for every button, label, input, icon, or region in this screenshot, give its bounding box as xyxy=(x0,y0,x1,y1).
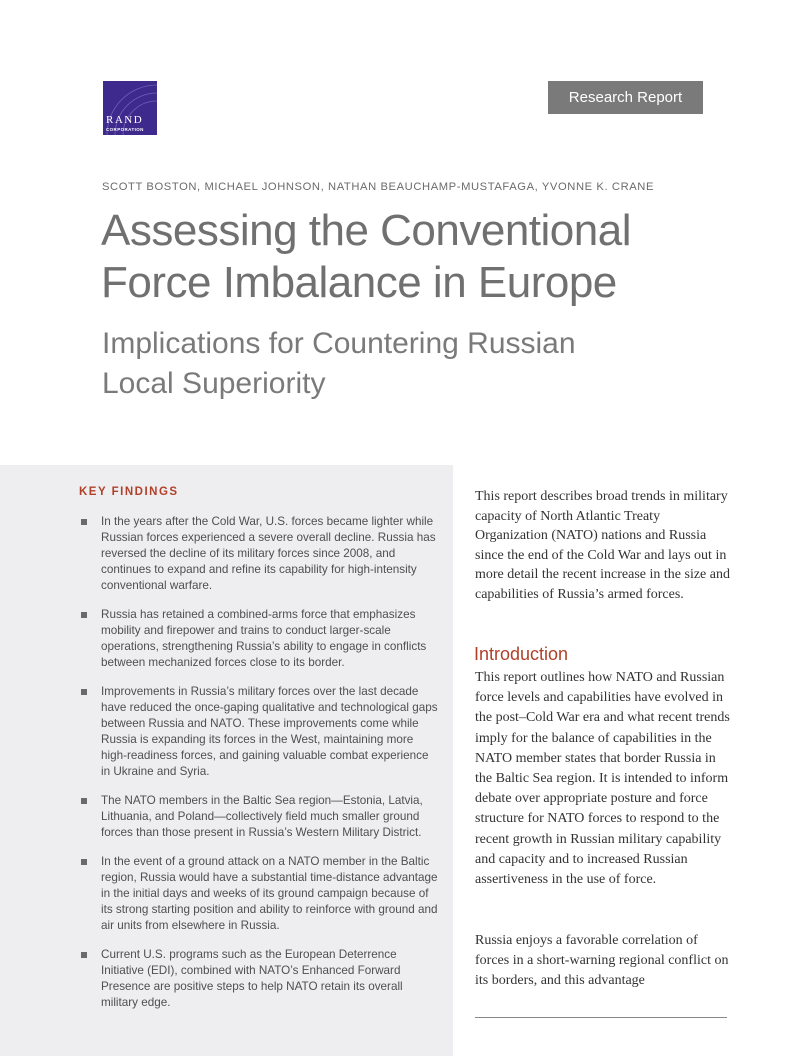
subtitle-line-1: Implications for Countering Russian xyxy=(102,327,576,360)
title-line-2: Force Imbalance in Europe xyxy=(101,258,617,307)
report-subtitle xyxy=(102,324,702,404)
square-bullet-icon xyxy=(81,519,87,525)
logo-subtext: CORPORATION xyxy=(106,127,144,132)
finding-text: Russia has retained a combined-arms force that emphasizes mobility and firepower and trains to conduct larger-scale operations, strengthening Russia’s ability to engage in conflicts between mechanized forces close to its border. xyxy=(101,608,427,669)
finding-item xyxy=(78,684,438,780)
introduction-paragraph: This report outlines how NATO and Russian force levels and capabilities have evolved in the post–Cold War era and what recent trends imply for the balance of capabilities in the NATO member states that border Russia in the Baltic Sea region. It is intended to inform debate over appropriate posture and force structure for NATO forces to respond to the recent growth in Russian military capability and capacity and to increased Russian assertiveness in the use of force. xyxy=(475,670,730,888)
finding-item xyxy=(78,854,438,934)
square-bullet-icon xyxy=(81,952,87,958)
finding-item xyxy=(78,514,438,594)
finding-text: In the event of a ground attack on a NATO member in the Baltic region, Russia would have a substantial time-distance advantage in the initial days and weeks of its ground campaign because of its strong starting position and ability to reinforce with ground and air units from elsewhere in Russia. xyxy=(101,855,438,932)
square-bullet-icon xyxy=(81,689,87,695)
finding-text: In the years after the Cold War, U.S. forces became lighter while Russian forces experienced a severe overall decline. Russia has reversed the decline of its military forces since 2008, and continues to expand and refine its capability for high-intensity conventional warfare. xyxy=(101,515,436,592)
logo-wordmark: RAND xyxy=(106,114,144,126)
footer-divider xyxy=(475,1017,727,1018)
square-bullet-icon xyxy=(81,859,87,865)
rand-logo xyxy=(103,81,157,135)
report-title xyxy=(101,205,741,309)
key-findings-list xyxy=(78,514,438,1024)
title-line-1: Assessing the Conventional xyxy=(101,206,631,255)
finding-text: Improvements in Russia’s military forces over the last decade have reduced the once-gaping qualitative and technological gaps between Russia and NATO. These improvements come while Russia is expanding its forces in the West, maintaining more high-readiness forces, and gaining valuable combat experience in Ukraine and Syria. xyxy=(101,685,438,778)
finding-item xyxy=(78,947,438,1011)
finding-text: The NATO members in the Baltic Sea region—Estonia, Latvia, Lithuania, and Poland—collectively field much smaller ground forces than those present in Russia’s Western Military District. xyxy=(101,794,423,839)
body-paragraph: Russia enjoys a favorable correlation of forces in a short-warning regional conflict on its borders, and this advantage xyxy=(475,933,729,989)
key-findings-heading: KEY FINDINGS xyxy=(79,486,179,498)
finding-item xyxy=(78,793,438,841)
square-bullet-icon xyxy=(81,612,87,618)
introduction-heading: Introduction xyxy=(474,644,569,664)
summary-paragraph: This report describes broad trends in military capacity of North Atlantic Treaty Organization (NATO) nations and Russia since the end of the Cold War and lays out in more detail the recent increase in the size and capabilities of Russia’s armed forces. xyxy=(475,489,730,602)
subtitle-line-2: Local Superiority xyxy=(102,367,326,400)
finding-item xyxy=(78,607,438,671)
report-type-badge: Research Report xyxy=(548,81,703,114)
finding-text: Current U.S. programs such as the European Deterrence Initiative (EDI), combined with NATO’s Enhanced Forward Presence are positive steps to help NATO retain its overall military edge. xyxy=(101,948,403,1009)
square-bullet-icon xyxy=(81,798,87,804)
authors-line: SCOTT BOSTON, MICHAEL JOHNSON, NATHAN BEAUCHAMP-MUSTAFAGA, YVONNE K. CRANE xyxy=(102,181,655,193)
